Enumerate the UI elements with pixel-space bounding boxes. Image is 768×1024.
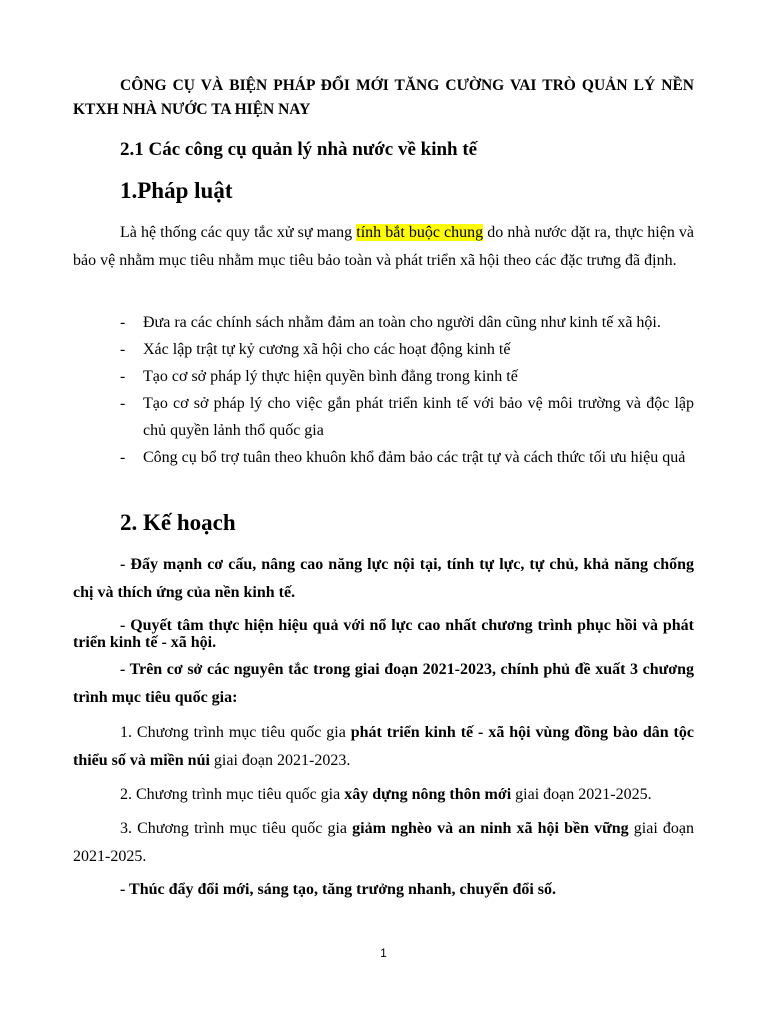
program-1-before: 1. Chương trình mục tiêu quốc gia [120,724,351,741]
plan-paragraph-1: - Đẩy mạnh cơ cấu, nâng cao năng lực nội tại, tính tự lực, tự chủ, khả năng chống chị và thích ứng của nền kinh tế. [73,556,694,601]
list-item-text: Tạo cơ sở pháp lý thực hiện quyền bình đẳng trong kinh tế [143,368,518,385]
plan-paragraph-3: - Trên cơ sở các nguyên tắc trong giai đoạn 2021-2023, chính phủ đề xuất 3 chương trình mục tiêu quốc gia: [73,661,694,706]
list-item-text: Công cụ bổ trợ tuân theo khuôn khổ đảm bảo các trật tự và cách thức tối ưu hiệu quả [143,449,686,466]
plan-paragraph-4: - Thúc đẩy đổi mới, sáng tạo, tăng trưởng nhanh, chuyển đổi số. [120,881,557,898]
heading-plan: 2. Kế hoạch [120,510,236,535]
bullet-marker: - [120,368,126,385]
page-number: 1 [380,946,387,960]
program-2-bold: xây dựng nông thôn mới [344,786,512,803]
program-3-after: giai đoạn 2021-2025. [73,820,695,865]
bullet-marker: - [120,449,126,466]
plan-paragraph-2: - Quyết tâm thực hiện hiệu quả với nổ lực cao nhất chương trình phục hồi và phát triển kinh tế - xã hội. [73,617,694,651]
program-3-bold: giảm nghèo và an ninh xã hội bền vững [352,820,629,837]
program-2 [73,781,694,809]
program-3 [73,815,694,870]
list-item [120,390,694,444]
bullet-marker: - [120,314,126,331]
list-item-text: Đưa ra các chính sách nhằm đảm an toàn cho người dân cũng như kinh tế xã hội. [143,314,661,331]
law-bullet-list [120,309,694,471]
list-item [120,363,694,390]
program-2-after: giai đoạn 2021-2025. [511,786,652,803]
list-item [120,336,694,363]
document-page [73,0,694,1024]
document-title: CÔNG CỤ VÀ BIỆN PHÁP ĐỔI MỚI TĂNG CƯỜNG VAI TRÒ QUẢN LÝ NỀN KTXH NHÀ NƯỚC TA HIỆN NAY [73,77,694,118]
section-heading: 2.1 Các công cụ quản lý nhà nước về kinh tế [120,139,478,160]
list-item [120,444,694,471]
program-1-after: giai đoạn 2021-2023. [209,751,351,769]
law-text-before: Là hệ thống các quy tắc xử sự mang [120,224,357,241]
list-item-text: Tạo cơ sở pháp lý cho việc gắn phát triển kinh tế với bảo vệ môi trường và độc lập chủ quyền lảnh thổ quốc gia [143,395,694,439]
bullet-marker: - [120,395,126,412]
bullet-marker: - [120,341,126,358]
program-1 [73,719,694,774]
highlighted-text: tính bắt buộc chung [356,224,484,241]
program-1-bold: phát triển kinh tế - xã hội vùng đồng bào dân tộc thiểu số và miền núi [73,724,694,769]
law-paragraph [73,219,694,274]
list-item [120,309,694,336]
heading-law: 1.Pháp luật [120,178,233,203]
law-text-after: do nhà nước dặt ra, thực hiện và bảo vệ nhằm mục tiêu nhằm mục tiêu bảo toàn và phát triển xã hội theo các đặc trưng đã định. [73,224,695,269]
list-item-text: Xác lập trật tự kỷ cương xã hội cho các hoạt động kinh tế [143,341,511,358]
program-2-before: 2. Chương trình mục tiêu quốc gia [120,786,345,803]
program-3-before: 3. Chương trình mục tiêu quốc gia [120,820,353,837]
